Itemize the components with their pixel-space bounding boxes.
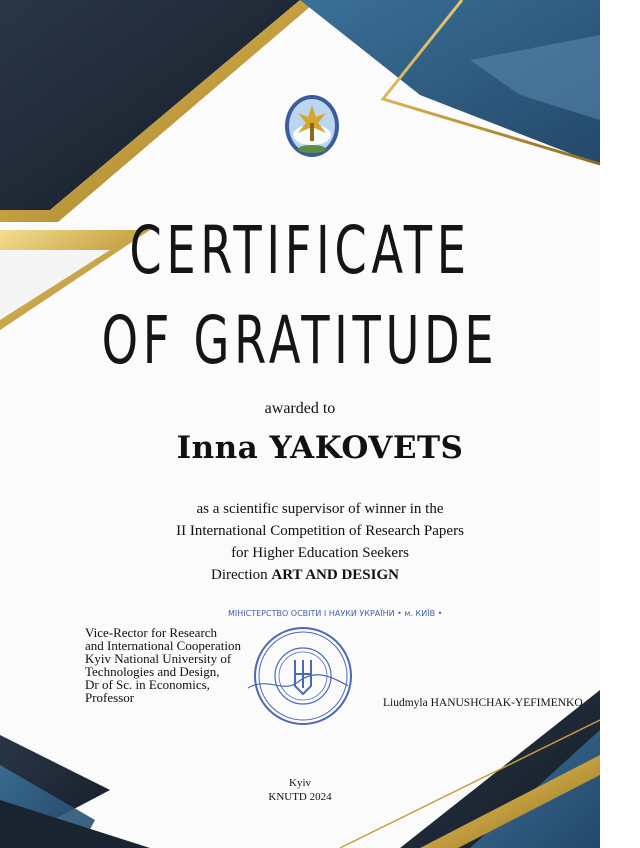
- top-left-navy-shape: [0, 0, 300, 210]
- footer-city: Kyiv: [289, 777, 311, 789]
- signer-position-line: Kyiv National University of: [85, 651, 232, 666]
- signer-position-line: and International Cooperation: [85, 638, 241, 653]
- awarded-to-label: awarded to: [264, 400, 336, 417]
- certificate-description: [0, 498, 640, 564]
- university-emblem-icon: [283, 93, 341, 159]
- certificate-title-line1: CERTIFICATE: [129, 212, 471, 289]
- stamp-text: МІНІСТЕРСТВО ОСВІТИ І НАУКИ УКРАЇНИ • м. КИЇВ •: [228, 609, 443, 618]
- description-line: as a scientific supervisor of winner in the: [196, 501, 444, 517]
- signer-name: Liudmyla HANUSHCHAK-YEFIMENKO: [383, 697, 583, 709]
- recipient-name: Inna YAKOVETS: [176, 430, 464, 466]
- direction-value: ART AND DESIGN: [271, 567, 399, 583]
- direction-prefix: Direction: [211, 567, 268, 583]
- certificate-footer: [0, 776, 600, 804]
- official-stamp: [228, 609, 443, 736]
- signer-position-line: Technologies and Design,: [85, 664, 220, 679]
- description-line: II International Competition of Research Papers: [176, 523, 464, 539]
- certificate-title-line2: OF GRATITUDE: [101, 302, 499, 379]
- description-line: for Higher Education Seekers: [231, 545, 409, 561]
- footer-org-year: KNUTD 2024: [268, 791, 332, 803]
- signer-position-line: Professor: [85, 690, 135, 705]
- signer-position-line: Dr of Sc. in Economics,: [85, 677, 210, 692]
- signer-position-line: Vice-Rector for Research: [85, 625, 218, 640]
- direction-line: [0, 567, 610, 584]
